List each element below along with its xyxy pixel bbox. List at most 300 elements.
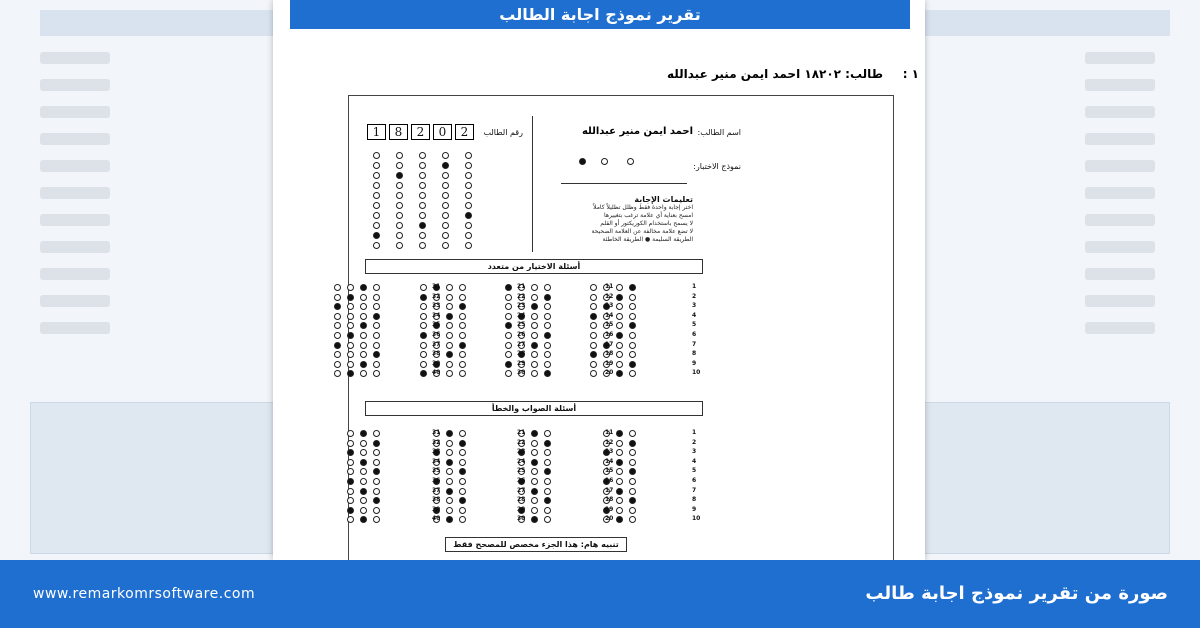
question-number: 35 bbox=[432, 321, 441, 329]
answer-bubble bbox=[459, 284, 466, 291]
answer-bubble bbox=[420, 313, 427, 320]
question-number: 10 bbox=[692, 515, 701, 523]
answer-bubble bbox=[531, 342, 538, 349]
answer-bubble bbox=[373, 322, 380, 329]
answer-bubble bbox=[616, 507, 623, 514]
answer-bubble bbox=[531, 370, 538, 377]
background-row bbox=[40, 79, 110, 91]
question-number: 12 bbox=[605, 292, 614, 300]
question-number: 17 bbox=[605, 340, 614, 348]
answer-bubble bbox=[334, 313, 341, 320]
answer-bubble bbox=[373, 313, 380, 320]
answer-bubble bbox=[465, 182, 472, 189]
answer-bubble bbox=[465, 192, 472, 199]
answer-bubble bbox=[373, 202, 380, 209]
answer-bubble bbox=[465, 232, 472, 239]
answer-bubble bbox=[531, 284, 538, 291]
answer-bubble bbox=[360, 449, 367, 456]
answer-bubble bbox=[465, 212, 472, 219]
question-number: 35 bbox=[432, 467, 441, 475]
answer-bubble bbox=[420, 342, 427, 349]
answer-bubble bbox=[420, 294, 427, 301]
answer-bubble bbox=[629, 459, 636, 466]
question-number: 27 bbox=[517, 340, 526, 348]
answer-bubble bbox=[627, 158, 634, 165]
answer-bubble bbox=[459, 332, 466, 339]
answer-bubble bbox=[419, 232, 426, 239]
footer-url[interactable]: www.remarkomrsoftware.com bbox=[33, 586, 256, 602]
answer-bubble bbox=[616, 497, 623, 504]
answer-bubble bbox=[373, 342, 380, 349]
answer-bubble bbox=[373, 303, 380, 310]
question-number: 21 bbox=[517, 283, 526, 290]
answer-bubble bbox=[544, 370, 551, 377]
answer-bubble bbox=[544, 440, 551, 447]
answer-bubble bbox=[465, 162, 472, 169]
question-number: 4 bbox=[692, 457, 697, 465]
header-rule bbox=[561, 183, 687, 184]
answer-bubble bbox=[442, 222, 449, 229]
answer-bubble bbox=[396, 152, 403, 159]
answer-bubble bbox=[544, 284, 551, 291]
question-number: 20 bbox=[605, 369, 614, 377]
question-number: 25 bbox=[517, 321, 526, 329]
answer-bubble bbox=[446, 488, 453, 495]
answer-bubble bbox=[373, 162, 380, 169]
question-number: 5 bbox=[692, 321, 697, 329]
answer-bubble bbox=[531, 468, 538, 475]
question-number: 30 bbox=[517, 515, 526, 523]
answer-bubble bbox=[505, 361, 512, 368]
answer-bubble bbox=[396, 192, 403, 199]
question-number: 32 bbox=[432, 438, 441, 446]
answer-bubble bbox=[334, 294, 341, 301]
answer-bubble bbox=[616, 303, 623, 310]
answer-bubble bbox=[360, 468, 367, 475]
answer-bubble bbox=[419, 172, 426, 179]
answer-bubble bbox=[420, 370, 427, 377]
question-number: 39 bbox=[432, 505, 441, 513]
question-number: 24 bbox=[517, 457, 526, 465]
answer-bubble bbox=[347, 332, 354, 339]
answer-bubble bbox=[629, 468, 636, 475]
answer-bubble bbox=[419, 192, 426, 199]
answer-bubble bbox=[373, 449, 380, 456]
question-number: 40 bbox=[432, 369, 441, 377]
answer-bubble bbox=[373, 294, 380, 301]
answer-bubble bbox=[505, 303, 512, 310]
answer-bubble bbox=[442, 242, 449, 249]
question-number: 31 bbox=[432, 283, 441, 290]
answer-bubble bbox=[347, 459, 354, 466]
answer-bubble bbox=[459, 449, 466, 456]
answer-bubble bbox=[347, 507, 354, 514]
question-number: 28 bbox=[517, 496, 526, 504]
answer-bubble bbox=[360, 342, 367, 349]
answer-bubble bbox=[531, 351, 538, 358]
answer-bubble bbox=[373, 370, 380, 377]
question-number: 9 bbox=[692, 505, 697, 513]
answer-bubble bbox=[347, 342, 354, 349]
answer-bubble bbox=[373, 440, 380, 447]
student-number-digit: 1 bbox=[367, 124, 386, 140]
answer-bubble bbox=[373, 361, 380, 368]
question-number: 13 bbox=[605, 448, 614, 456]
question-number: 4 bbox=[692, 311, 697, 319]
question-number: 32 bbox=[432, 292, 441, 300]
tf-section-title: أسئلة الصواب والخطأ bbox=[365, 401, 703, 416]
question-number: 26 bbox=[517, 477, 526, 484]
answer-bubble bbox=[531, 507, 538, 514]
question-number: 23 bbox=[517, 448, 526, 456]
background-row bbox=[1085, 268, 1155, 280]
background-row bbox=[40, 268, 110, 280]
question-number: 19 bbox=[605, 505, 614, 513]
answer-bubble bbox=[373, 468, 380, 475]
question-number: 2 bbox=[692, 292, 697, 300]
student-line: طالب: ١٨٢٠٢ احمد ايمن منير عبدالله bbox=[666, 67, 883, 81]
answer-bubble bbox=[396, 182, 403, 189]
answer-bubble bbox=[360, 488, 367, 495]
answer-bubble bbox=[446, 430, 453, 437]
background-row bbox=[1085, 322, 1155, 334]
answer-bubble bbox=[446, 440, 453, 447]
answer-bubble bbox=[446, 303, 453, 310]
question-number: 14 bbox=[605, 457, 614, 465]
answer-bubble bbox=[629, 332, 636, 339]
question-number: 18 bbox=[605, 350, 614, 358]
answer-sheet-image bbox=[348, 95, 894, 562]
answer-bubble bbox=[629, 516, 636, 523]
answer-bubble bbox=[531, 294, 538, 301]
answer-bubble bbox=[373, 507, 380, 514]
answer-bubble bbox=[373, 284, 380, 291]
answer-bubble bbox=[590, 284, 597, 291]
answer-bubble bbox=[334, 332, 341, 339]
answer-bubble bbox=[544, 449, 551, 456]
answer-bubble bbox=[616, 440, 623, 447]
answer-bubble bbox=[373, 232, 380, 239]
answer-bubble bbox=[446, 497, 453, 504]
student-number-label: رقم الطالب bbox=[483, 128, 523, 137]
answer-bubble bbox=[590, 332, 597, 339]
question-number: 11 bbox=[605, 429, 614, 436]
answer-bubble bbox=[544, 294, 551, 301]
instruction-item: لا يسمح باستخدام الكوريكتور أو القلم bbox=[600, 220, 693, 227]
answer-bubble bbox=[373, 459, 380, 466]
answer-bubble bbox=[347, 478, 354, 485]
answer-bubble bbox=[629, 342, 636, 349]
answer-bubble bbox=[505, 332, 512, 339]
answer-bubble bbox=[590, 322, 597, 329]
answer-bubble bbox=[373, 182, 380, 189]
answer-bubble bbox=[590, 351, 597, 358]
answer-bubble bbox=[419, 222, 426, 229]
answer-bubble bbox=[360, 284, 367, 291]
question-number: 23 bbox=[517, 302, 526, 310]
answer-bubble bbox=[544, 468, 551, 475]
answer-bubble bbox=[360, 351, 367, 358]
background-row bbox=[40, 295, 110, 307]
answer-bubble bbox=[459, 468, 466, 475]
question-number: 34 bbox=[432, 457, 441, 465]
answer-bubble bbox=[465, 152, 472, 159]
answer-bubble bbox=[442, 162, 449, 169]
answer-bubble bbox=[446, 322, 453, 329]
question-number: 39 bbox=[432, 359, 441, 367]
answer-bubble bbox=[347, 497, 354, 504]
question-number: 36 bbox=[432, 331, 441, 338]
answer-bubble bbox=[544, 516, 551, 523]
question-number: 25 bbox=[517, 467, 526, 475]
answer-bubble bbox=[459, 440, 466, 447]
answer-bubble bbox=[347, 313, 354, 320]
answer-bubble bbox=[629, 284, 636, 291]
answer-bubble bbox=[465, 242, 472, 249]
answer-bubble bbox=[360, 516, 367, 523]
answer-bubble bbox=[531, 459, 538, 466]
answer-bubble bbox=[616, 313, 623, 320]
instruction-item: امسح بعناية أي علامة ترغب بتغييرها bbox=[604, 212, 693, 219]
answer-bubble bbox=[590, 361, 597, 368]
background-row bbox=[1085, 79, 1155, 91]
footer-title: صورة من تقرير نموذج اجابة طالب bbox=[865, 583, 1168, 604]
answer-bubble bbox=[419, 212, 426, 219]
answer-bubble bbox=[347, 294, 354, 301]
question-number: 21 bbox=[517, 429, 526, 436]
answer-bubble bbox=[531, 440, 538, 447]
answer-bubble bbox=[505, 284, 512, 291]
instruction-item: الطريقة السليمة ● الطريقة الخاطئة bbox=[602, 236, 693, 243]
answer-bubble bbox=[531, 449, 538, 456]
answer-bubble bbox=[420, 284, 427, 291]
question-number: 1 bbox=[692, 283, 697, 290]
answer-bubble bbox=[446, 313, 453, 320]
background-row bbox=[40, 160, 110, 172]
question-number: 15 bbox=[605, 467, 614, 475]
answer-bubble bbox=[347, 351, 354, 358]
answer-bubble bbox=[420, 303, 427, 310]
answer-bubble bbox=[590, 342, 597, 349]
question-number: 6 bbox=[692, 331, 697, 338]
student-name: احمد ايمن منير عبدالله bbox=[581, 126, 693, 137]
answer-bubble bbox=[347, 370, 354, 377]
answer-bubble bbox=[544, 497, 551, 504]
student-number-digit: 8 bbox=[389, 124, 408, 140]
answer-bubble bbox=[616, 459, 623, 466]
question-number: 16 bbox=[605, 331, 614, 338]
question-number: 31 bbox=[432, 429, 441, 436]
report-title: تقرير نموذج اجابة الطالب bbox=[290, 0, 910, 29]
answer-bubble bbox=[579, 158, 586, 165]
background-row bbox=[1085, 160, 1155, 172]
answer-bubble bbox=[360, 497, 367, 504]
answer-bubble bbox=[531, 488, 538, 495]
answer-bubble bbox=[590, 370, 597, 377]
answer-bubble bbox=[360, 294, 367, 301]
answer-bubble bbox=[373, 222, 380, 229]
answer-bubble bbox=[373, 430, 380, 437]
question-number: 12 bbox=[605, 438, 614, 446]
student-number-digit: 2 bbox=[455, 124, 474, 140]
answer-bubble bbox=[616, 322, 623, 329]
background-row bbox=[1085, 295, 1155, 307]
answer-bubble bbox=[531, 516, 538, 523]
answer-bubble bbox=[616, 361, 623, 368]
answer-bubble bbox=[544, 488, 551, 495]
answer-bubble bbox=[347, 284, 354, 291]
background-row bbox=[40, 214, 110, 226]
answer-bubble bbox=[420, 351, 427, 358]
answer-bubble bbox=[465, 222, 472, 229]
answer-bubble bbox=[347, 440, 354, 447]
answer-bubble bbox=[459, 507, 466, 514]
answer-bubble bbox=[347, 516, 354, 523]
instruction-item: اختر إجابة واحدة فقط وظلل تظليلاً كاملاً bbox=[593, 204, 693, 211]
answer-bubble bbox=[544, 430, 551, 437]
background-row bbox=[1085, 52, 1155, 64]
answer-bubble bbox=[446, 342, 453, 349]
background-row bbox=[1085, 106, 1155, 118]
answer-bubble bbox=[373, 351, 380, 358]
answer-bubble bbox=[616, 449, 623, 456]
answer-bubble bbox=[360, 440, 367, 447]
question-number: 37 bbox=[432, 486, 441, 494]
answer-bubble bbox=[360, 332, 367, 339]
question-number: 22 bbox=[517, 292, 526, 300]
answer-bubble bbox=[420, 322, 427, 329]
answer-bubble bbox=[446, 459, 453, 466]
answer-bubble bbox=[629, 313, 636, 320]
answer-bubble bbox=[544, 332, 551, 339]
answer-bubble bbox=[629, 351, 636, 358]
answer-bubble bbox=[446, 516, 453, 523]
question-number: 8 bbox=[692, 496, 697, 504]
answer-bubble bbox=[629, 430, 636, 437]
answer-bubble bbox=[360, 303, 367, 310]
answer-bubble bbox=[396, 162, 403, 169]
background-row bbox=[40, 52, 110, 64]
answer-bubble bbox=[334, 342, 341, 349]
answer-bubble bbox=[505, 351, 512, 358]
question-number: 2 bbox=[692, 438, 697, 446]
answer-bubble bbox=[360, 430, 367, 437]
answer-bubble bbox=[360, 507, 367, 514]
background-row bbox=[40, 106, 110, 118]
answer-bubble bbox=[459, 294, 466, 301]
answer-bubble bbox=[616, 488, 623, 495]
answer-bubble bbox=[442, 232, 449, 239]
answer-bubble bbox=[396, 222, 403, 229]
answer-bubble bbox=[459, 342, 466, 349]
answer-bubble bbox=[531, 332, 538, 339]
question-number: 5 bbox=[692, 467, 697, 475]
answer-bubble bbox=[629, 303, 636, 310]
answer-bubble bbox=[616, 294, 623, 301]
answer-bubble bbox=[459, 322, 466, 329]
instruction-item: لا تضع علامة مخالفة عن العلامة الصحيحة bbox=[591, 228, 693, 235]
mcq-section-title: أسئلة الاختيار من متعدد bbox=[365, 259, 703, 274]
background-row bbox=[1085, 241, 1155, 253]
question-number: 29 bbox=[517, 359, 526, 367]
background-row bbox=[1085, 187, 1155, 199]
answer-bubble bbox=[459, 361, 466, 368]
answer-bubble bbox=[616, 332, 623, 339]
answer-bubble bbox=[360, 459, 367, 466]
answer-bubble bbox=[347, 488, 354, 495]
answer-bubble bbox=[544, 478, 551, 485]
answer-bubble bbox=[531, 322, 538, 329]
answer-bubble bbox=[373, 242, 380, 249]
answer-bubble bbox=[544, 507, 551, 514]
footer-bar bbox=[0, 560, 1200, 628]
answer-bubble bbox=[373, 332, 380, 339]
answer-bubble bbox=[373, 488, 380, 495]
answer-bubble bbox=[396, 232, 403, 239]
answer-bubble bbox=[505, 342, 512, 349]
answer-bubble bbox=[396, 202, 403, 209]
answer-bubble bbox=[531, 313, 538, 320]
answer-bubble bbox=[373, 192, 380, 199]
answer-bubble bbox=[505, 370, 512, 377]
answer-bubble bbox=[442, 202, 449, 209]
question-number: 38 bbox=[432, 496, 441, 504]
answer-bubble bbox=[531, 430, 538, 437]
student-name-label: اسم الطالب: bbox=[697, 128, 741, 137]
answer-bubble bbox=[347, 430, 354, 437]
answer-bubble bbox=[590, 313, 597, 320]
question-number: 6 bbox=[692, 477, 697, 484]
answer-bubble bbox=[396, 242, 403, 249]
question-number: 1 bbox=[692, 429, 697, 436]
answer-bubble bbox=[446, 332, 453, 339]
answer-bubble bbox=[446, 507, 453, 514]
question-number: 3 bbox=[692, 448, 697, 456]
answer-bubble bbox=[459, 488, 466, 495]
answer-bubble bbox=[629, 478, 636, 485]
answer-bubble bbox=[459, 516, 466, 523]
answer-bubble bbox=[373, 172, 380, 179]
answer-bubble bbox=[446, 468, 453, 475]
answer-bubble bbox=[629, 507, 636, 514]
answer-bubble bbox=[360, 370, 367, 377]
answer-bubble bbox=[505, 294, 512, 301]
answer-bubble bbox=[459, 313, 466, 320]
question-number: 7 bbox=[692, 340, 697, 348]
question-number: 3 bbox=[692, 302, 697, 310]
answer-bubble bbox=[459, 459, 466, 466]
answer-bubble bbox=[544, 351, 551, 358]
header-divider bbox=[532, 116, 533, 252]
answer-bubble bbox=[544, 303, 551, 310]
question-number: 20 bbox=[605, 515, 614, 523]
answer-bubble bbox=[590, 303, 597, 310]
answer-bubble bbox=[419, 162, 426, 169]
answer-bubble bbox=[629, 449, 636, 456]
question-number: 33 bbox=[432, 448, 441, 456]
background-row bbox=[40, 187, 110, 199]
answer-bubble bbox=[446, 478, 453, 485]
answer-bubble bbox=[334, 361, 341, 368]
answer-bubble bbox=[629, 370, 636, 377]
question-number: 11 bbox=[605, 283, 614, 290]
answer-bubble bbox=[419, 152, 426, 159]
question-number: 34 bbox=[432, 311, 441, 319]
answer-bubble bbox=[544, 322, 551, 329]
answer-bubble bbox=[446, 294, 453, 301]
answer-bubble bbox=[616, 516, 623, 523]
background-row bbox=[40, 133, 110, 145]
